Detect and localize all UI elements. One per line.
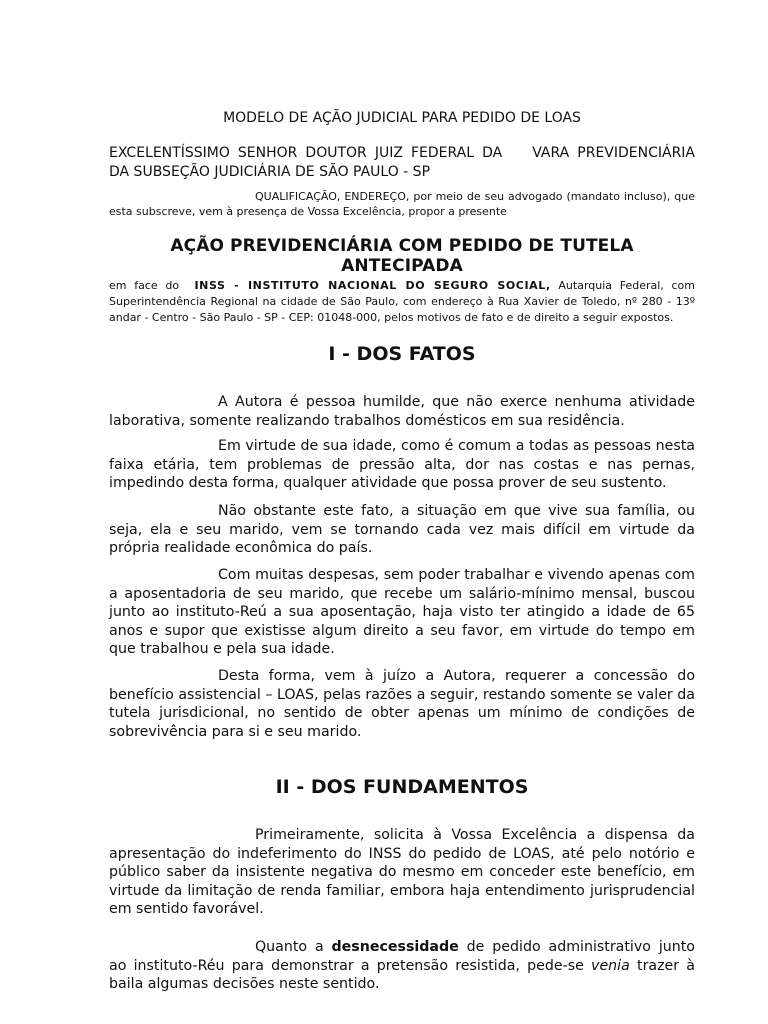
defendant-paragraph — [109, 278, 695, 326]
qualification-paragraph — [109, 189, 695, 219]
paragraph-text: de pedido administrativo junto ao instituto-Réu para demonstrar a pretensão resistida, pede-se — [109, 939, 695, 974]
paragraph-text: A Autora é pessoa humilde, que não exerce nenhuma atividade laborativa, somente realizando trabalhos domésticos em sua residência. — [109, 394, 695, 429]
address-part-2: VARA PREVIDENCIÁRIA DA SUBSEÇÃO JUDICIÁRIA DE SÃO PAULO - SP — [109, 145, 696, 180]
emphasis-italic: venia — [591, 957, 630, 974]
defendant-prefix: em face do — [109, 279, 180, 292]
facts-paragraph-2 — [109, 437, 695, 493]
defendant-rest: Autarquia Federal, com Superintendência Regional na cidade de São Paulo, com endereço à Rua Xavier de Toledo, nº 280 - 13º andar - Centro - São Paulo - SP - CEP: 01048-000, pelos motivos de fato e de direito a seguir expostos. — [109, 279, 695, 324]
defendant-name: INSS - INSTITUTO NACIONAL DO SEGURO SOCIAL, — [194, 279, 551, 292]
court-address — [109, 144, 695, 182]
paragraph-text: Em virtude de sua idade, como é comum a todas as pessoas nesta faixa etária, tem problemas de pressão alta, dor nas costas e nas pernas, impedindo desta forma, qualquer atividade que possa prover de seu sustento. — [109, 438, 695, 491]
grounds-paragraph-2 — [109, 938, 695, 994]
facts-paragraph-5 — [109, 667, 695, 741]
facts-paragraph-1 — [109, 393, 695, 430]
paragraph-text: Primeiramente, solicita à Vossa Excelência a dispensa da apresentação do indeferimento do INSS do pedido de LOAS, até pelo notório e público saber da insistente negativa do mesmo em conceder este benefício, em virtude da limitação de renda familiar, embora haja entendimento jurisprudencial em sentido favorável. — [109, 827, 695, 917]
grounds-paragraph-1 — [109, 826, 695, 919]
paragraph-text: Desta forma, vem à juízo a Autora, requerer a concessão do benefício assistencial – LOAS, pelas razões a seguir, restando somente se valer da tutela jurisdicional, no sentido de obter apenas um mínimo de condições de sobrevivência para si e seu marido. — [109, 668, 695, 740]
emphasis-bold: desnecessidade — [331, 939, 459, 955]
qualification-text: QUALIFICAÇÃO, ENDEREÇO, por meio de seu advogado (mandato incluso), que esta subscreve, vem à presença de Vossa Excelência, propor a presente — [109, 190, 695, 218]
action-title: AÇÃO PREVIDENCIÁRIA COM PEDIDO DE TUTELA ANTECIPADA — [170, 236, 634, 276]
address-part-1: EXCELENTÍSSIMO SENHOR DOUTOR JUIZ FEDERAL DA — [109, 145, 503, 161]
section-heading-grounds: II - DOS FUNDAMENTOS — [275, 776, 529, 798]
facts-paragraph-4 — [109, 566, 695, 659]
facts-paragraph-3 — [109, 502, 695, 558]
paragraph-text: Quanto a — [255, 939, 324, 955]
paragraph-text: trazer à baila algumas decisões neste sentido. — [109, 957, 696, 992]
document-title: MODELO DE AÇÃO JUDICIAL PARA PEDIDO DE LOAS — [223, 110, 581, 126]
paragraph-text: Com muitas despesas, sem poder trabalhar e vivendo apenas com a aposentadoria de seu marido, que recebe um salário-mínimo mensal, buscou junto ao instituto-Reú a sua aposentação, haja visto ter atingido a idade de 65 anos e supor que existisse algum direito a seu favor, em virtude do tempo em que trabalhou e pela sua idade. — [109, 567, 695, 657]
section-heading-facts: I - DOS FATOS — [328, 343, 476, 365]
paragraph-text: Não obstante este fato, a situação em que vive sua família, ou seja, ela e seu marido, vem se tornando cada vez mais difícil em virtude da própria realidade econômica do país. — [109, 503, 695, 556]
